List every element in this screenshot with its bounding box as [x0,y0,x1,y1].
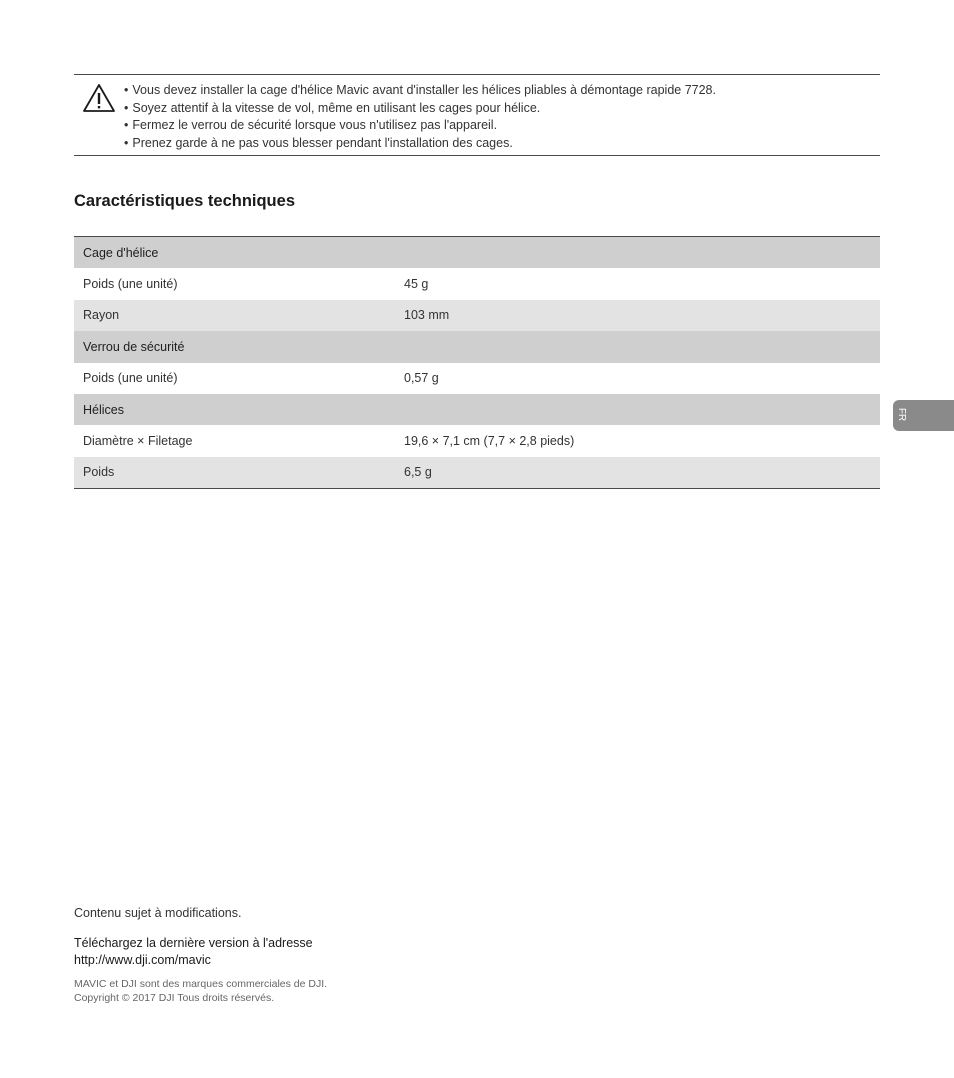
warning-list [124,82,716,152]
warning-item: • Fermez le verrou de sécurité lorsque vous n'utilisez pas l'appareil. [124,117,716,135]
footer-legal [74,978,327,1005]
warning-item: • Soyez attentif à la vitesse de vol, même en utilisant les cages pour hélice. [124,100,716,118]
spec-label: Poids (une unité) [83,277,178,292]
spec-group-header [74,394,880,425]
spec-row [74,300,880,331]
section-title: Caractéristiques techniques [74,192,295,210]
spec-value: 6,5 g [404,465,432,480]
spec-label: Poids [83,465,115,480]
spec-label: Cage d'hélice [83,245,159,260]
spec-group-header [74,331,880,362]
download-text: Téléchargez la dernière version à l'adresse [74,936,313,950]
spec-value: 45 g [404,277,429,292]
warning-box [74,74,880,156]
warning-triangle-icon [82,83,116,113]
spec-table [74,236,880,489]
spec-label: Verrou de sécurité [83,339,185,354]
spec-label: Poids (une unité) [83,371,178,386]
footer-download [74,935,313,969]
warning-item: • Prenez garde à ne pas vous blesser pendant l'installation des cages. [124,135,716,153]
copyright-text: Copyright © 2017 DJI Tous droits réservés. [74,991,275,1004]
warning-item: • Vous devez installer la cage d'hélice Mavic avant d'installer les hélices pliables à démontage rapide 7728. [124,82,716,100]
spec-value: 103 mm [404,308,450,323]
spec-row [74,268,880,299]
spec-label: Diamètre × Filetage [83,434,193,449]
spec-label: Rayon [83,308,120,323]
trademark-text: MAVIC et DJI sont des marques commerciales de DJI. [74,978,328,990]
spec-row [74,363,880,394]
spec-value: 19,6 × 7,1 cm (7,7 × 2,8 pieds) [404,434,575,449]
download-link[interactable]: http://www.dji.com/mavic [74,953,211,967]
footer-note: Contenu sujet à modifications. [74,906,242,920]
language-tab[interactable] [893,400,954,431]
spec-row [74,425,880,456]
spec-group-header [74,237,880,268]
spec-label: Hélices [83,402,124,417]
spec-value: 0,57 g [404,371,439,386]
language-tab-label: FR [896,407,908,422]
spec-row [74,457,880,488]
